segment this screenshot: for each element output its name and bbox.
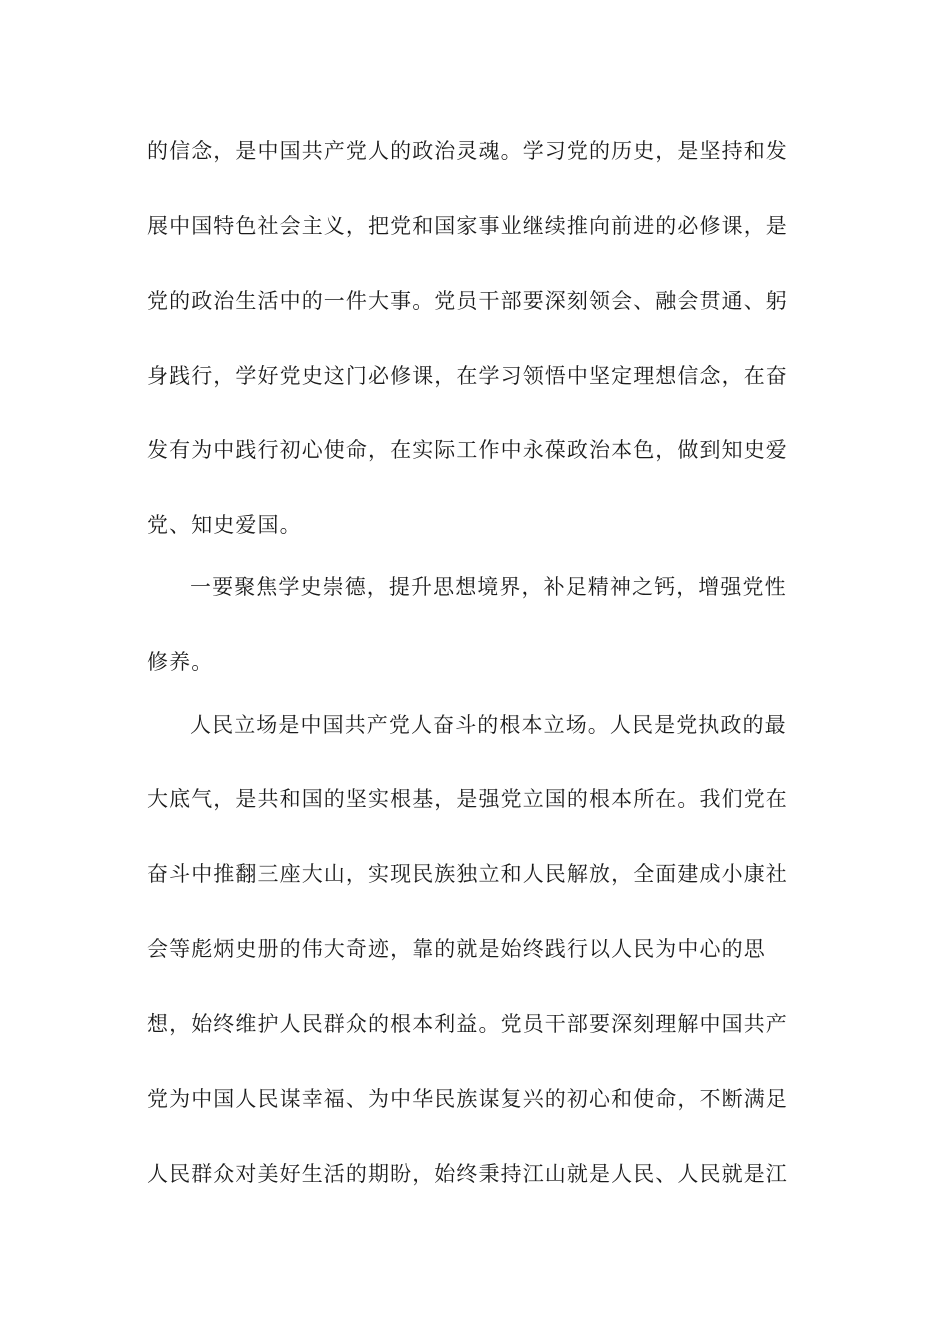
text-line: 会等彪炳史册的伟大奇迹，靠的就是始终践行以人民为中心的思 xyxy=(147,937,766,961)
section-heading-line: 修养。 xyxy=(147,650,214,674)
section-heading-line: 一要聚焦学史崇德，提升思想境界，补足精神之钙，增强党性 xyxy=(190,575,787,599)
text-line: 发有为中践行初心使命，在实际工作中永葆政治本色，做到知史爱 xyxy=(147,438,788,462)
text-line: 大底气，是共和国的坚实根基，是强党立国的根本所在。我们党在 xyxy=(147,787,788,811)
text-line: 想，始终维护人民群众的根本利益。党员干部要深刻理解中国共产 xyxy=(147,1012,788,1036)
text-line: 党的政治生活中的一件大事。党员干部要深刻领会、融会贯通、躬 xyxy=(147,289,788,313)
text-line: 奋斗中推翻三座大山，实现民族独立和人民解放，全面建成小康社 xyxy=(147,862,788,886)
text-line: 人民群众对美好生活的期盼，始终秉持江山就是人民、人民就是江 xyxy=(147,1162,788,1186)
text-line: 的信念，是中国共产党人的政治灵魂。学习党的历史，是坚持和发 xyxy=(147,139,788,163)
text-line: 人民立场是中国共产党人奋斗的根本立场。人民是党执政的最 xyxy=(190,713,787,737)
text-line: 党、知史爱国。 xyxy=(147,513,302,537)
text-line: 展中国特色社会主义，把党和国家事业继续推向前进的必修课，是 xyxy=(147,214,788,238)
text-line: 身践行，学好党史这门必修课，在学习领悟中坚定理想信念，在奋 xyxy=(147,364,788,388)
text-line: 党为中国人民谋幸福、为中华民族谋复兴的初心和使命，不断满足 xyxy=(147,1087,788,1111)
